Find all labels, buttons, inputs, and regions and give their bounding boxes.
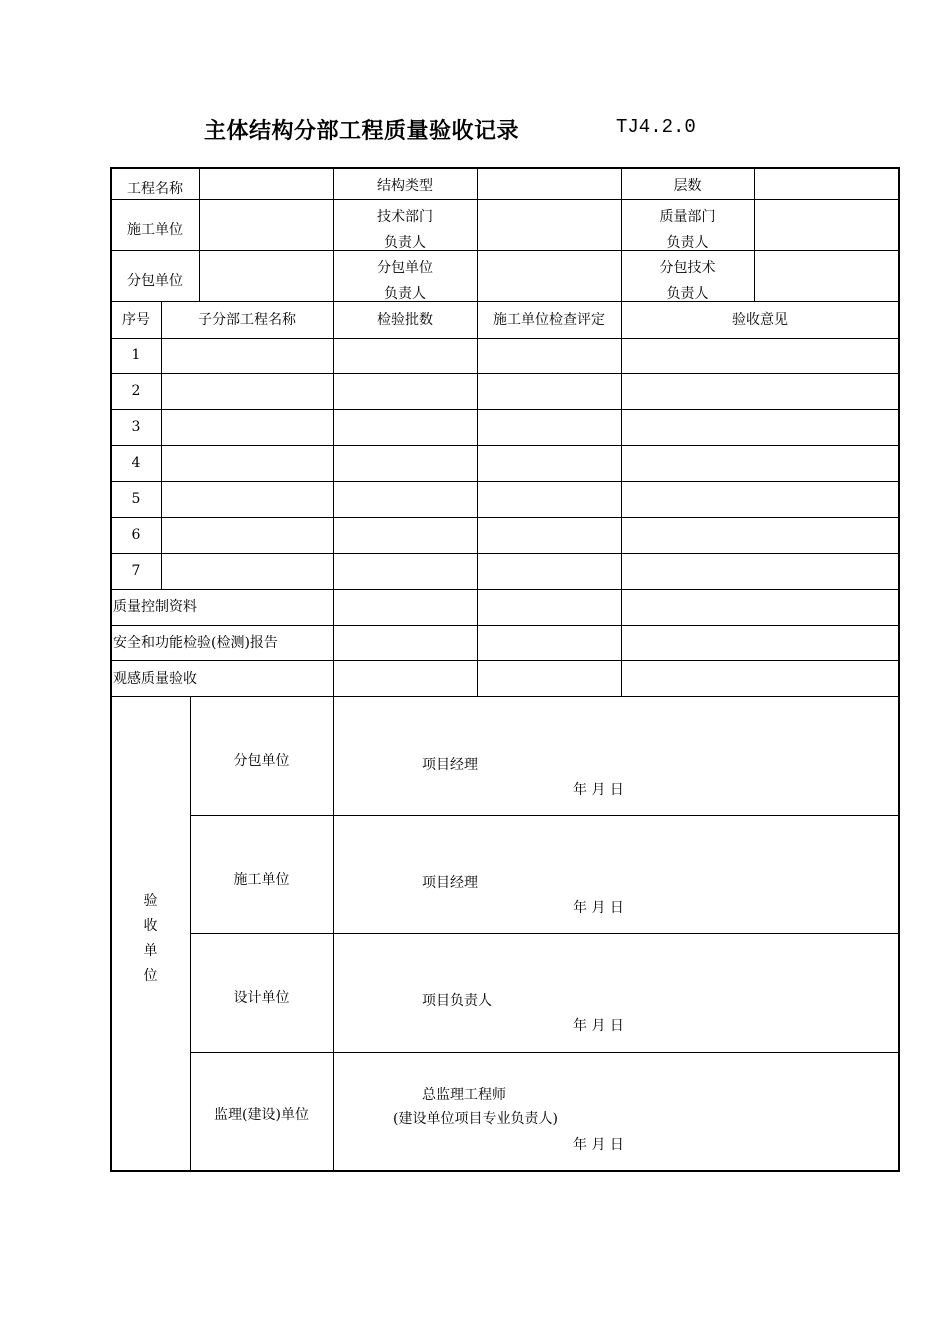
row-divider: [111, 301, 899, 302]
row-number: 6: [131, 527, 141, 543]
row-divider: [190, 815, 899, 816]
subcontract-head-label: 分包单位: [377, 260, 433, 276]
page-title: 主体结构分部工程质量验收记录: [204, 119, 520, 144]
row-divider: [111, 250, 899, 251]
subcontract-tech-label: 分包技术: [659, 260, 716, 276]
acceptance-group-label: 单: [143, 943, 158, 959]
column-header: 序号: [122, 312, 150, 328]
signature-title: 总监理工程师: [422, 1087, 506, 1103]
row-divider: [111, 409, 899, 410]
quality-control-docs-label: 质量控制资料: [113, 599, 197, 615]
signature-date: 年 月 日: [573, 1137, 624, 1153]
acceptance-unit-name: 设计单位: [233, 990, 290, 1006]
col-divider: [477, 168, 478, 696]
row-divider: [111, 517, 899, 518]
signature-title: 项目经理: [422, 875, 478, 891]
row-divider: [111, 199, 899, 200]
col-divider: [754, 168, 755, 301]
column-header: 施工单位检查评定: [493, 312, 605, 328]
signature-title: 项目经理: [422, 757, 478, 773]
quality-dept-head-label: 负责人: [666, 235, 709, 251]
row-divider: [111, 696, 899, 697]
row-divider: [111, 625, 899, 626]
acceptance-group-label: 收: [143, 918, 158, 934]
row-divider: [111, 553, 899, 554]
row-divider: [190, 933, 899, 934]
row-number: 2: [131, 383, 141, 399]
column-header: 子分部工程名称: [198, 312, 296, 328]
visual-quality-label: 观感质量验收: [113, 671, 197, 687]
row-divider: [111, 445, 899, 446]
signature-date: 年 月 日: [573, 900, 624, 916]
subcontract-head-label-2: 负责人: [384, 286, 426, 302]
row-divider: [111, 373, 899, 374]
safety-function-report-label: 安全和功能检验(检测)报告: [113, 635, 278, 651]
signature-title: 项目负责人: [422, 993, 492, 1009]
row-divider: [190, 1052, 899, 1053]
col-divider: [199, 168, 200, 301]
form-code: TJ4.2.0: [616, 116, 696, 138]
acceptance-group-label: 位: [143, 968, 158, 984]
row-number: 1: [131, 347, 141, 363]
row-divider: [111, 481, 899, 482]
floors-label: 层数: [673, 178, 702, 194]
quality-dept-label: 质量部门: [659, 209, 716, 225]
tech-dept-label: 技术部门: [377, 209, 433, 225]
acceptance-unit-name: 分包单位: [233, 753, 290, 769]
acceptance-group-label: 验: [143, 893, 158, 909]
acceptance-unit-name: 监理(建设)单位: [214, 1107, 309, 1123]
row-number: 3: [131, 419, 141, 435]
row-number: 5: [131, 491, 141, 507]
tech-dept-head-label: 负责人: [384, 235, 426, 251]
row-divider: [111, 589, 899, 590]
row-number: 7: [131, 563, 141, 579]
column-header: 检验批数: [377, 312, 433, 328]
signature-subtitle: (建设单位项目专业负责人): [393, 1111, 558, 1127]
construction-unit-label: 施工单位: [127, 222, 183, 238]
row-divider: [111, 338, 899, 339]
subcontract-tech-label-2: 负责人: [666, 286, 709, 302]
project-name-label: 工程名称: [127, 181, 183, 197]
row-number: 4: [131, 455, 141, 471]
signature-date: 年 月 日: [573, 1018, 624, 1034]
col-divider: [161, 301, 162, 589]
row-divider: [111, 660, 899, 661]
subcontract-unit-label: 分包单位: [127, 273, 183, 289]
structure-type-label: 结构类型: [377, 178, 433, 194]
signature-date: 年 月 日: [573, 782, 624, 798]
acceptance-unit-name: 施工单位: [233, 872, 290, 888]
column-header: 验收意见: [732, 312, 788, 328]
